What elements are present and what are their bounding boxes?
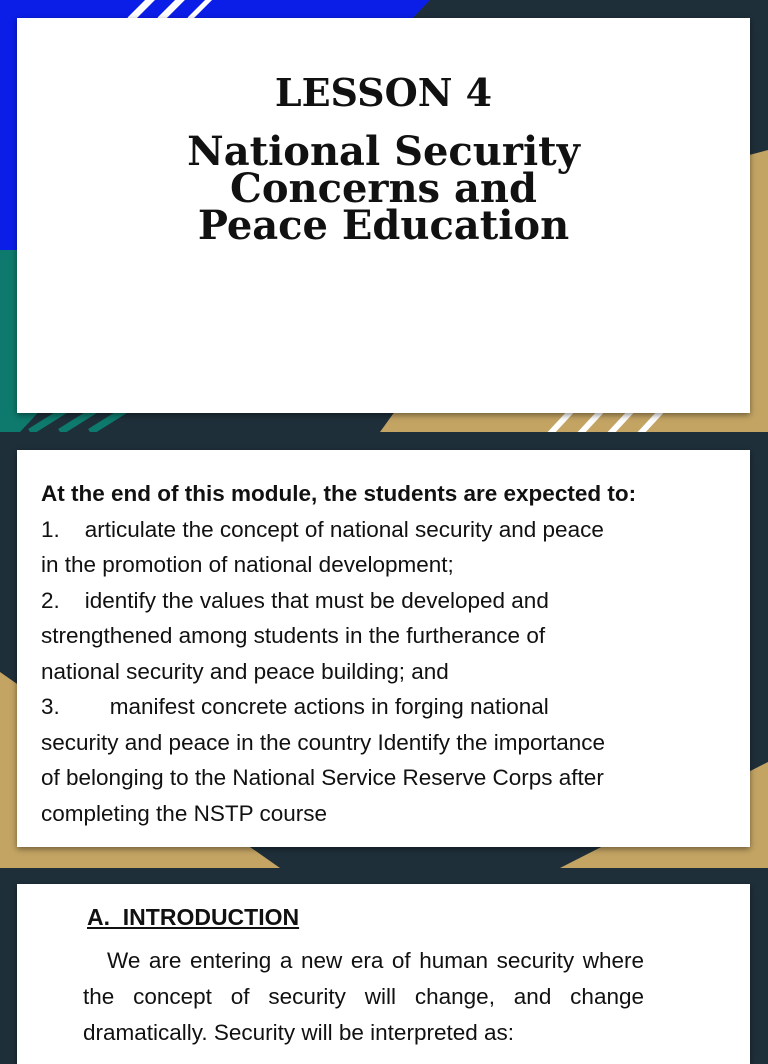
objectives-card [17,450,750,847]
lesson-title-line: Peace Education [197,202,570,249]
objective-line: 2. identify the values that must be developed and [41,587,549,613]
objectives-slide [0,432,768,868]
objectives-heading: At the end of this module, the students are expected to: [41,481,637,506]
lesson-title-line: Concerns and [230,165,537,212]
title-card [17,18,750,413]
objective-line: security and peace in the country Identify the importance [41,729,606,755]
section-heading: A. INTRODUCTION [87,904,300,930]
introduction-slide [0,868,768,1045]
objective-line: in the promotion of national development; [41,552,454,577]
introduction-card [17,884,750,1064]
objective-line: 3. manifest concrete actions in forging national [41,694,549,719]
introduction-paragraph: We are entering a new era of human security where the concept of security will change, and change dramatically. Security will be interpreted as: [83,948,644,1045]
objective-line: 1. articulate the concept of national security and peace [41,516,604,542]
lesson-title [17,128,750,249]
lesson-number: LESSON 4 [274,70,493,115]
objective-line: national security and peace building; and [41,658,449,684]
objective-line: strengthened among students in the furtherance of [41,623,546,648]
title-slide [0,0,768,432]
objectives-text [17,450,750,831]
objective-line: completing the NSTP course [41,800,327,826]
lesson-title-line: National Security [187,128,580,175]
objective-line: of belonging to the National Service Reserve Corps after [41,765,604,790]
